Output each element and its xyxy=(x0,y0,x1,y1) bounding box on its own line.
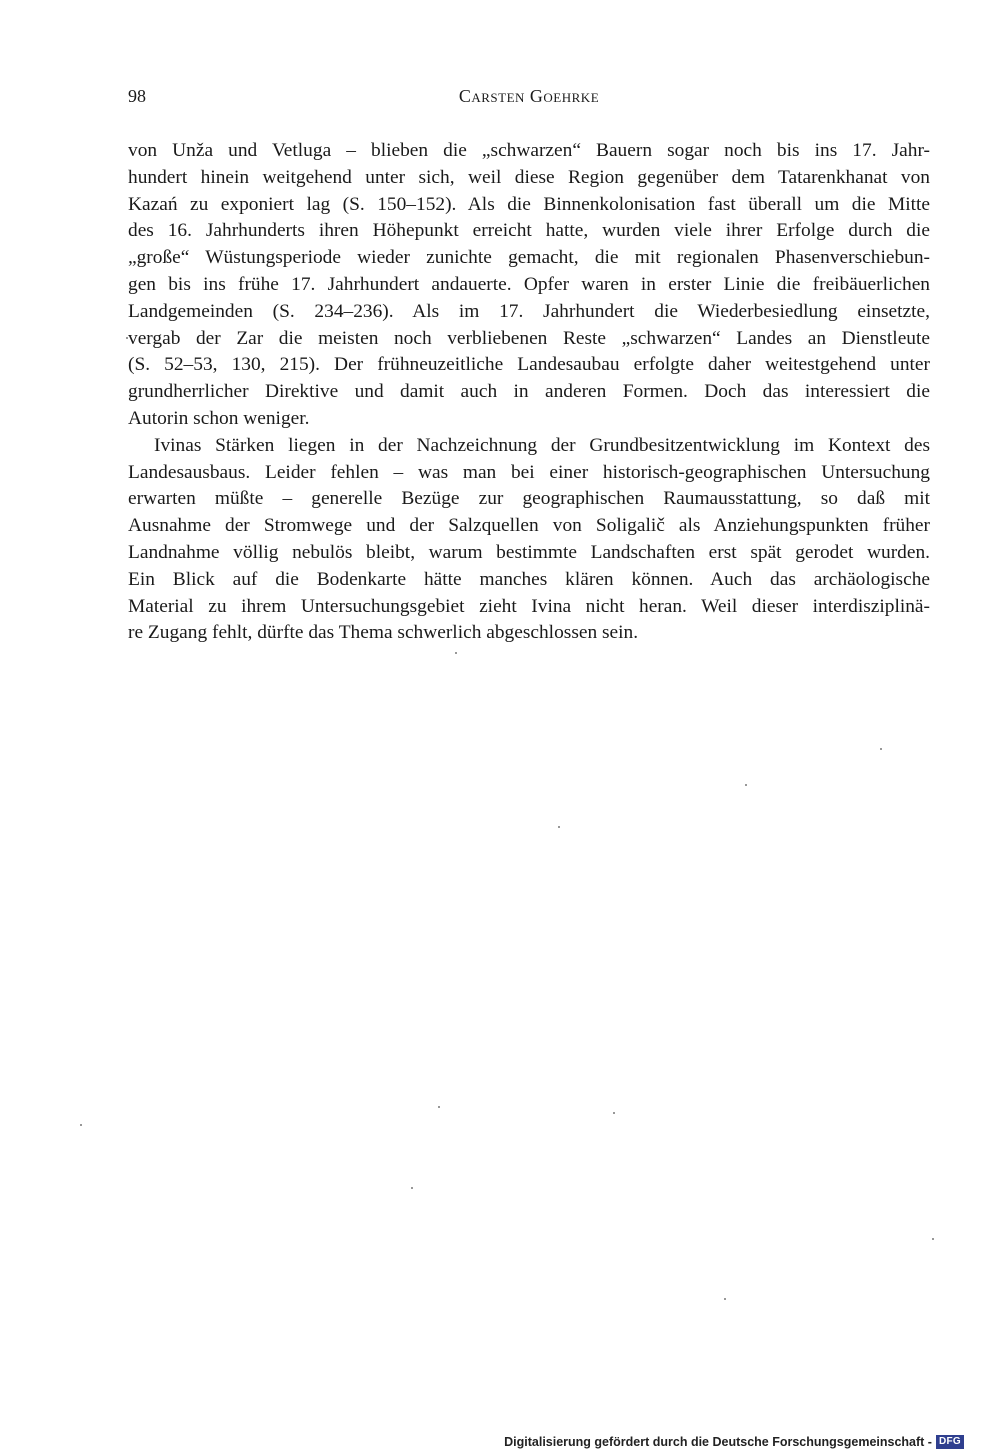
text-line: Ivinas Stärken liegen in der Nachzeichnung der Grundbesitzentwicklung im Kontext des xyxy=(154,434,930,456)
text-line: re Zugang fehlt, dürfte das Thema schwerlich abgeschlossen sein. xyxy=(128,622,639,644)
running-head xyxy=(128,86,930,110)
scan-speck xyxy=(880,748,882,750)
text-line: hundert hinein weitgehend unter sich, weil diese Region gegenüber dem Tatarenkhanat von xyxy=(128,166,930,188)
scan-speck xyxy=(724,1298,726,1300)
scan-speck xyxy=(438,1106,440,1108)
scan-speck xyxy=(126,337,128,339)
text-line: Landnahme völlig nebulös bleibt, warum bestimmte Landschaften erst spät gerodet wurden. xyxy=(128,541,930,563)
body-text xyxy=(128,138,930,647)
text-line: Kazań zu exponiert lag (S. 150–152). Als die Binnenkolonisation fast überall um die Mitte xyxy=(128,193,930,215)
text-line: des 16. Jahrhunderts ihren Höhepunkt erreicht hatte, wurden viele ihrer Erfolge durch die xyxy=(128,220,930,242)
text-line: Landesausbaus. Leider fehlen – was man bei einer historisch-geographischen Untersuchung xyxy=(128,461,930,483)
dfg-logo: DFG xyxy=(936,1435,964,1449)
text-line: Ein Blick auf die Bodenkarte hätte manches klären können. Auch das archäologische xyxy=(128,568,930,590)
text-line: vergab der Zar die meisten noch verbliebenen Reste „schwarzen“ Landes an Dienstleute xyxy=(128,327,930,349)
scan-speck xyxy=(613,1112,615,1114)
text-line: Ausnahme der Stromwege und der Salzquellen von Soligalič als Anziehungspunkten früher xyxy=(128,515,930,537)
text-line: von Unža und Vetluga – blieben die „schwarzen“ Bauern sogar noch bis ins 17. Jahr- xyxy=(128,140,930,161)
text-line: erwarten müßte – generelle Bezüge zur geographischen Raumausstattung, so daß mit xyxy=(128,488,930,510)
header-author: Carsten Goehrke xyxy=(458,86,600,106)
funding-note: Digitalisierung gefördert durch die Deutsche Forschungsgemeinschaft - xyxy=(504,1435,932,1449)
text-line: „große“ Wüstungsperiode wieder zunichte gemacht, die mit regionalen Phasenverschiebun- xyxy=(128,247,930,269)
text-line: Autorin schon weniger. xyxy=(128,407,310,429)
text-line: grundherrlicher Direktive und damit auch in anderen Formen. Doch das interessiert die xyxy=(128,381,930,403)
scan-speck xyxy=(80,1124,82,1126)
scan-speck xyxy=(745,784,747,786)
page-number: 98 xyxy=(128,86,146,106)
scan-speck xyxy=(558,826,560,828)
paragraph xyxy=(128,433,930,647)
paragraph xyxy=(128,138,930,433)
scan-speck xyxy=(455,652,457,654)
scan-speck xyxy=(411,1187,413,1189)
scan-speck xyxy=(932,1238,934,1240)
text-line: gen bis ins frühe 17. Jahrhundert andauerte. Opfer waren in erster Linie die freibäuerlichen xyxy=(128,273,930,295)
text-line: Landgemeinden (S. 234–236). Als im 17. Jahrhundert die Wiederbesiedlung einsetzte, xyxy=(128,300,930,322)
text-line: (S. 52–53, 130, 215). Der frühneuzeitliche Landesaubau erfolgte daher weitestgehend unter xyxy=(128,354,930,376)
text-line: Material zu ihrem Untersuchungsgebiet zieht Ivina nicht heran. Weil dieser interdisziplinä- xyxy=(128,595,930,617)
funding-footer xyxy=(504,1435,964,1449)
